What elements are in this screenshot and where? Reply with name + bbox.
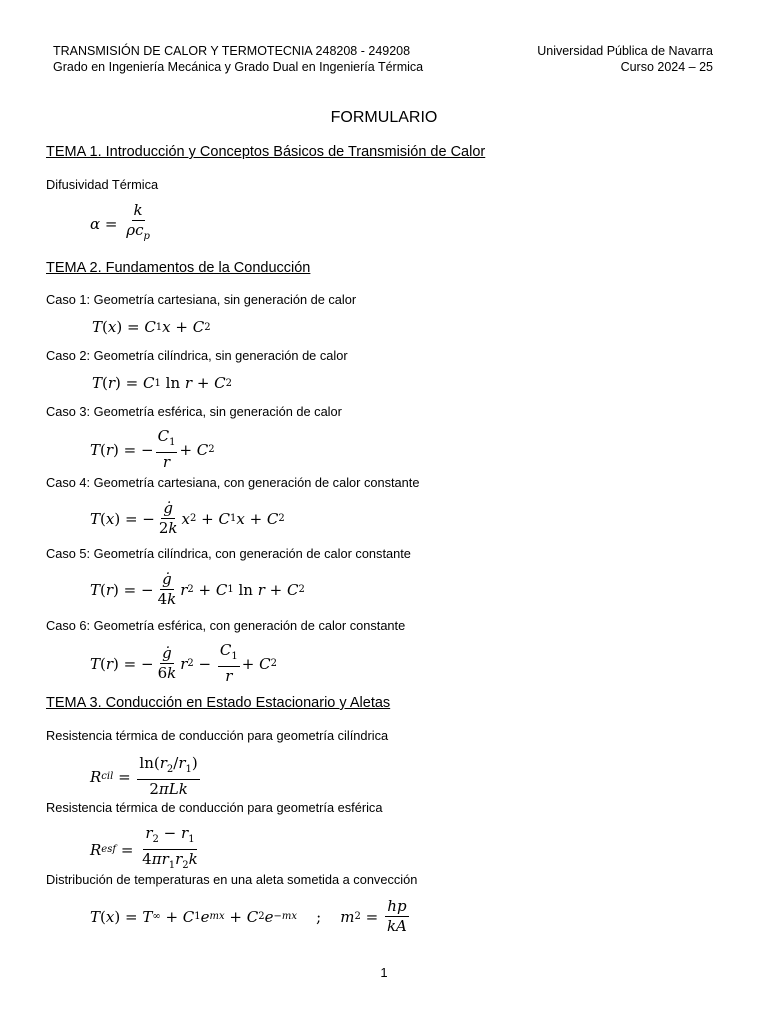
- page-title: FORMULARIO: [330, 109, 438, 126]
- label-distribucion-aleta: Distribución de temperaturas en una aleta sometida a convección: [46, 872, 418, 887]
- equation-caso4: T ( x ) = − $\frac{ġ}{2k}$ x 2 + C 1 x + C 2: [90, 499, 285, 537]
- label-caso6: Caso 6: Geometría esférica, con generación de calor constante: [46, 618, 406, 633]
- page-number: 1: [380, 965, 388, 980]
- section-heading-tema2: TEMA 2. Fundamentos de la Conducción: [46, 260, 311, 276]
- section-heading-tema3: TEMA 3. Conducción en Estado Estacionario y Aletas: [46, 695, 391, 711]
- label-caso1: Caso 1: Geometría cartesiana, sin generación de calor: [46, 292, 357, 307]
- section-heading-tema1: TEMA 1. Introducción y Conceptos Básicos de Transmisión de Calor: [46, 144, 486, 160]
- equation-resistencia-esferica: R esf = $\frac{r_2 - r_1}{4\pi r_1r_2k}$: [90, 824, 198, 871]
- label-caso4: Caso 4: Geometría cartesiana, con generación de calor constante: [46, 475, 420, 490]
- course-title: TRANSMISIÓN DE CALOR Y TERMOTECNIA 248208 - 249208: [53, 44, 411, 58]
- label-caso3: Caso 3: Geometría esférica, sin generación de calor: [46, 404, 342, 419]
- label-resistencia-cilindrica: Resistencia térmica de conducción para geometría cilíndrica: [46, 728, 389, 743]
- equation-caso3: T ( r ) = − $\frac{C_1}{r}$ + C 2: [90, 427, 215, 471]
- equation-caso2: T ( r ) = C 1 ln r + C 2: [92, 374, 233, 392]
- equation-distribucion-aleta: T ( x ) = T ∞ + C 1 e mx + C 2 e −mx ; m 2 = $\frac{hp}{kA}$: [90, 897, 407, 935]
- document-header-right: [537, 43, 713, 75]
- document-header-left: [53, 43, 423, 75]
- label-resistencia-esferica: Resistencia térmica de conducción para geometría esférica: [46, 800, 383, 815]
- university-name: Universidad Pública de Navarra: [537, 44, 713, 58]
- label-caso2: Caso 2: Geometría cilíndrica, sin generación de calor: [46, 348, 348, 363]
- academic-year: Curso 2024 – 25: [620, 60, 713, 74]
- degree-line: Grado en Ingeniería Mecánica y Grado Dual en Ingeniería Térmica: [53, 60, 424, 74]
- equation-difusividad: α = $\frac{k}{\rho c_p}$: [90, 201, 150, 242]
- equation-caso5: T ( r ) = − $\frac{ġ}{4k}$ r 2 + C 1 ln r + C 2: [90, 570, 305, 608]
- label-caso5: Caso 5: Geometría cilíndrica, con generación de calor constante: [46, 546, 411, 561]
- equation-caso1: T ( x ) = C 1 x + C 2: [92, 318, 211, 336]
- equation-caso6: T ( r ) = − $\frac{ġ}{6k}$ r 2 − $\frac{C_1}{r}$ + C 2: [90, 641, 277, 685]
- label-difusividad: Difusividad Térmica: [46, 177, 159, 192]
- equation-resistencia-cilindrica: R cil = $\frac{\ln(r_2/r_1)}{\text{2πLk}}$: [90, 754, 198, 798]
